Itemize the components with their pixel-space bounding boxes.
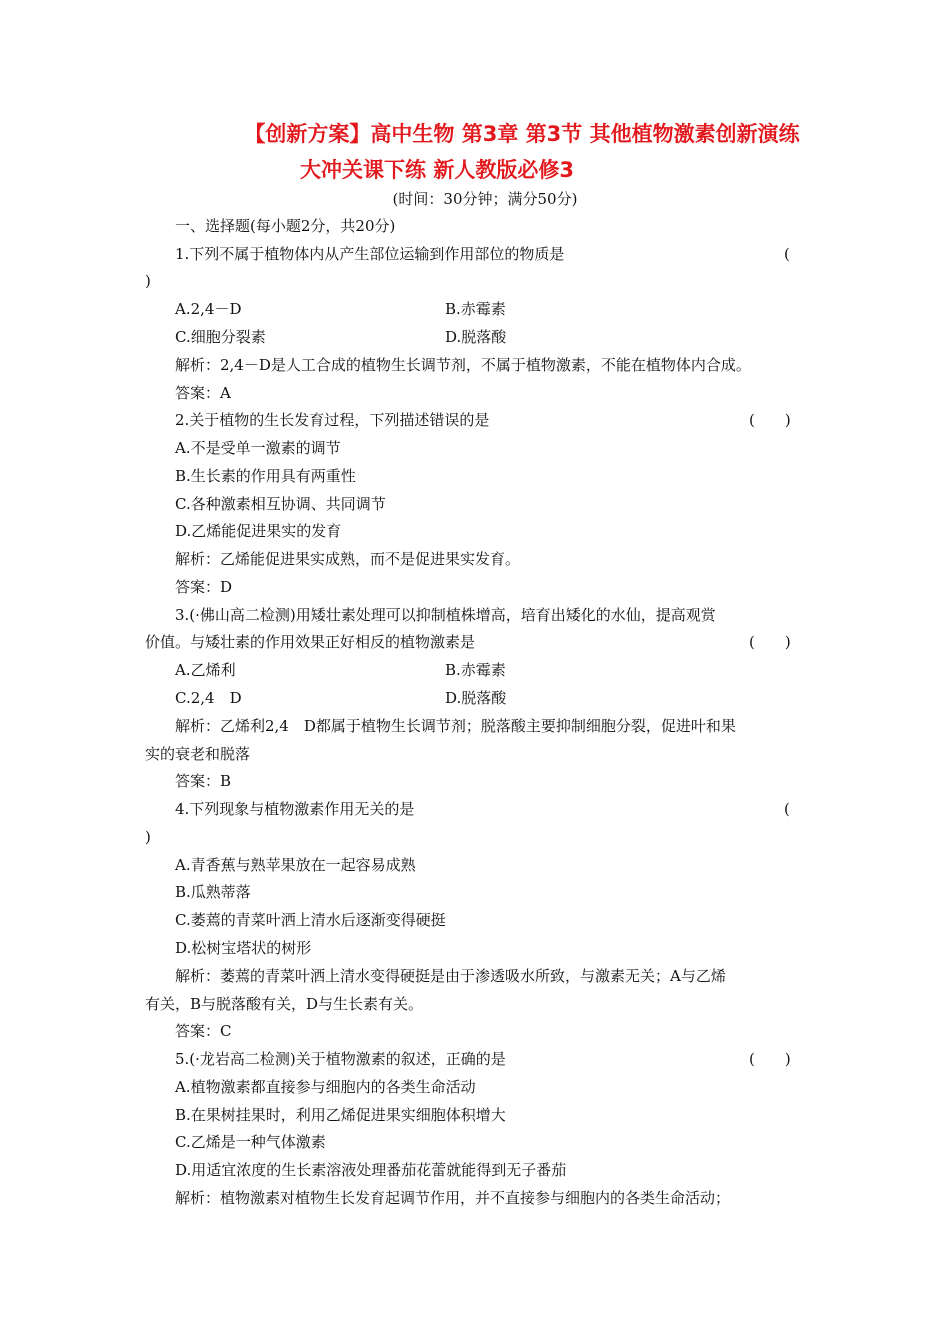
document-title-line-2: 大冲关课下练 新人教版必修3: [300, 158, 574, 182]
question-4-stem: 4.下列现象与植物激素作用无关的是: [175, 800, 415, 818]
question-1-answer: 答案：A: [175, 384, 231, 402]
question-5-analysis: 解析：植物激素对植物生长发育起调节作用，并不直接参与细胞内的各类生命活动；: [175, 1189, 731, 1207]
question-3-option-c: C.2,4 D: [175, 689, 242, 707]
document-title-line-1: 【创新方案】高中生物 第3章 第3节 其他植物激素创新演练: [244, 122, 800, 146]
section-heading: 一、选择题(每小题2分，共20分): [175, 217, 396, 235]
question-5-stem: 5.(·龙岩高二检测)关于植物激素的叙述，正确的是: [175, 1050, 506, 1068]
question-1-option-d: D.脱落酸: [445, 328, 507, 346]
question-1-stem-cont: ): [145, 272, 151, 290]
question-4-option-b: B.瓜熟蒂落: [175, 883, 251, 901]
question-4-option-a: A.青香蕉与熟苹果放在一起容易成熟: [175, 856, 416, 874]
question-1-stem: 1.下列不属于植物体内从产生部位运输到作用部位的物质是: [175, 245, 565, 263]
question-1-option-c: C.细胞分裂素: [175, 328, 266, 346]
question-2-option-b: B.生长素的作用具有两重性: [175, 467, 356, 485]
question-2-bracket: ( ): [749, 411, 791, 429]
question-4-analysis: 解析：萎蔫的青菜叶洒上清水变得硬挺是由于渗透吸水所致，与激素无关；A与乙烯: [175, 967, 726, 985]
question-2-option-d: D.乙烯能促进果实的发育: [175, 522, 342, 540]
question-2-analysis: 解析：乙烯能促进果实成熟，而不是促进果实发育。: [175, 550, 521, 568]
question-3-option-d: D.脱落酸: [445, 689, 507, 707]
question-3-stem: 3.(·佛山高二检测)用矮壮素处理可以抑制植株增高，培育出矮化的水仙，提高观赏: [175, 606, 716, 624]
question-1-option-a: A.2,4－D: [175, 300, 242, 318]
question-5-bracket: ( ): [749, 1050, 791, 1068]
question-1-option-b: B.赤霉素: [445, 300, 506, 318]
question-2-stem: 2.关于植物的生长发育过程，下列描述错误的是: [175, 411, 490, 429]
question-4-stem-cont: ): [145, 828, 151, 846]
question-3-analysis-cont: 实的衰老和脱落: [145, 745, 251, 763]
question-5-option-a: A.植物激素都直接参与细胞内的各类生命活动: [175, 1078, 476, 1096]
question-4-analysis-cont: 有关，B与脱落酸有关，D与生长素有关。: [145, 995, 424, 1013]
question-4-option-d: D.松树宝塔状的树形: [175, 939, 312, 957]
question-3-answer: 答案：B: [175, 772, 232, 790]
question-4-answer: 答案：C: [175, 1022, 232, 1040]
question-4-option-c: C.萎蔫的青菜叶洒上清水后逐渐变得硬挺: [175, 911, 446, 929]
time-and-score-note: (时间：30分钟；满分50分): [392, 190, 578, 208]
question-1-bracket: (: [784, 245, 790, 263]
question-5-option-d: D.用适宜浓度的生长素溶液处理番茄花蕾就能得到无子番茄: [175, 1161, 567, 1179]
question-5-option-b: B.在果树挂果时，利用乙烯促进果实细胞体积增大: [175, 1106, 506, 1124]
question-2-option-a: A.不是受单一激素的调节: [175, 439, 341, 457]
question-4-bracket: (: [784, 800, 790, 818]
question-1-analysis: 解析：2,4－D是人工合成的植物生长调节剂，不属于植物激素，不能在植物体内合成。: [175, 356, 751, 374]
question-2-answer: 答案：D: [175, 578, 233, 596]
question-3-option-b: B.赤霉素: [445, 661, 506, 679]
question-2-option-c: C.各种激素相互协调、共同调节: [175, 495, 386, 513]
question-5-option-c: C.乙烯是一种气体激素: [175, 1133, 326, 1151]
question-3-analysis: 解析：乙烯利2,4 D都属于植物生长调节剂；脱落酸主要抑制细胞分裂，促进叶和果: [175, 717, 736, 735]
question-3-stem-cont: 价值。与矮壮素的作用效果正好相反的植物激素是: [145, 633, 476, 651]
question-3-option-a: A.乙烯利: [175, 661, 236, 679]
question-3-bracket: ( ): [749, 633, 791, 651]
